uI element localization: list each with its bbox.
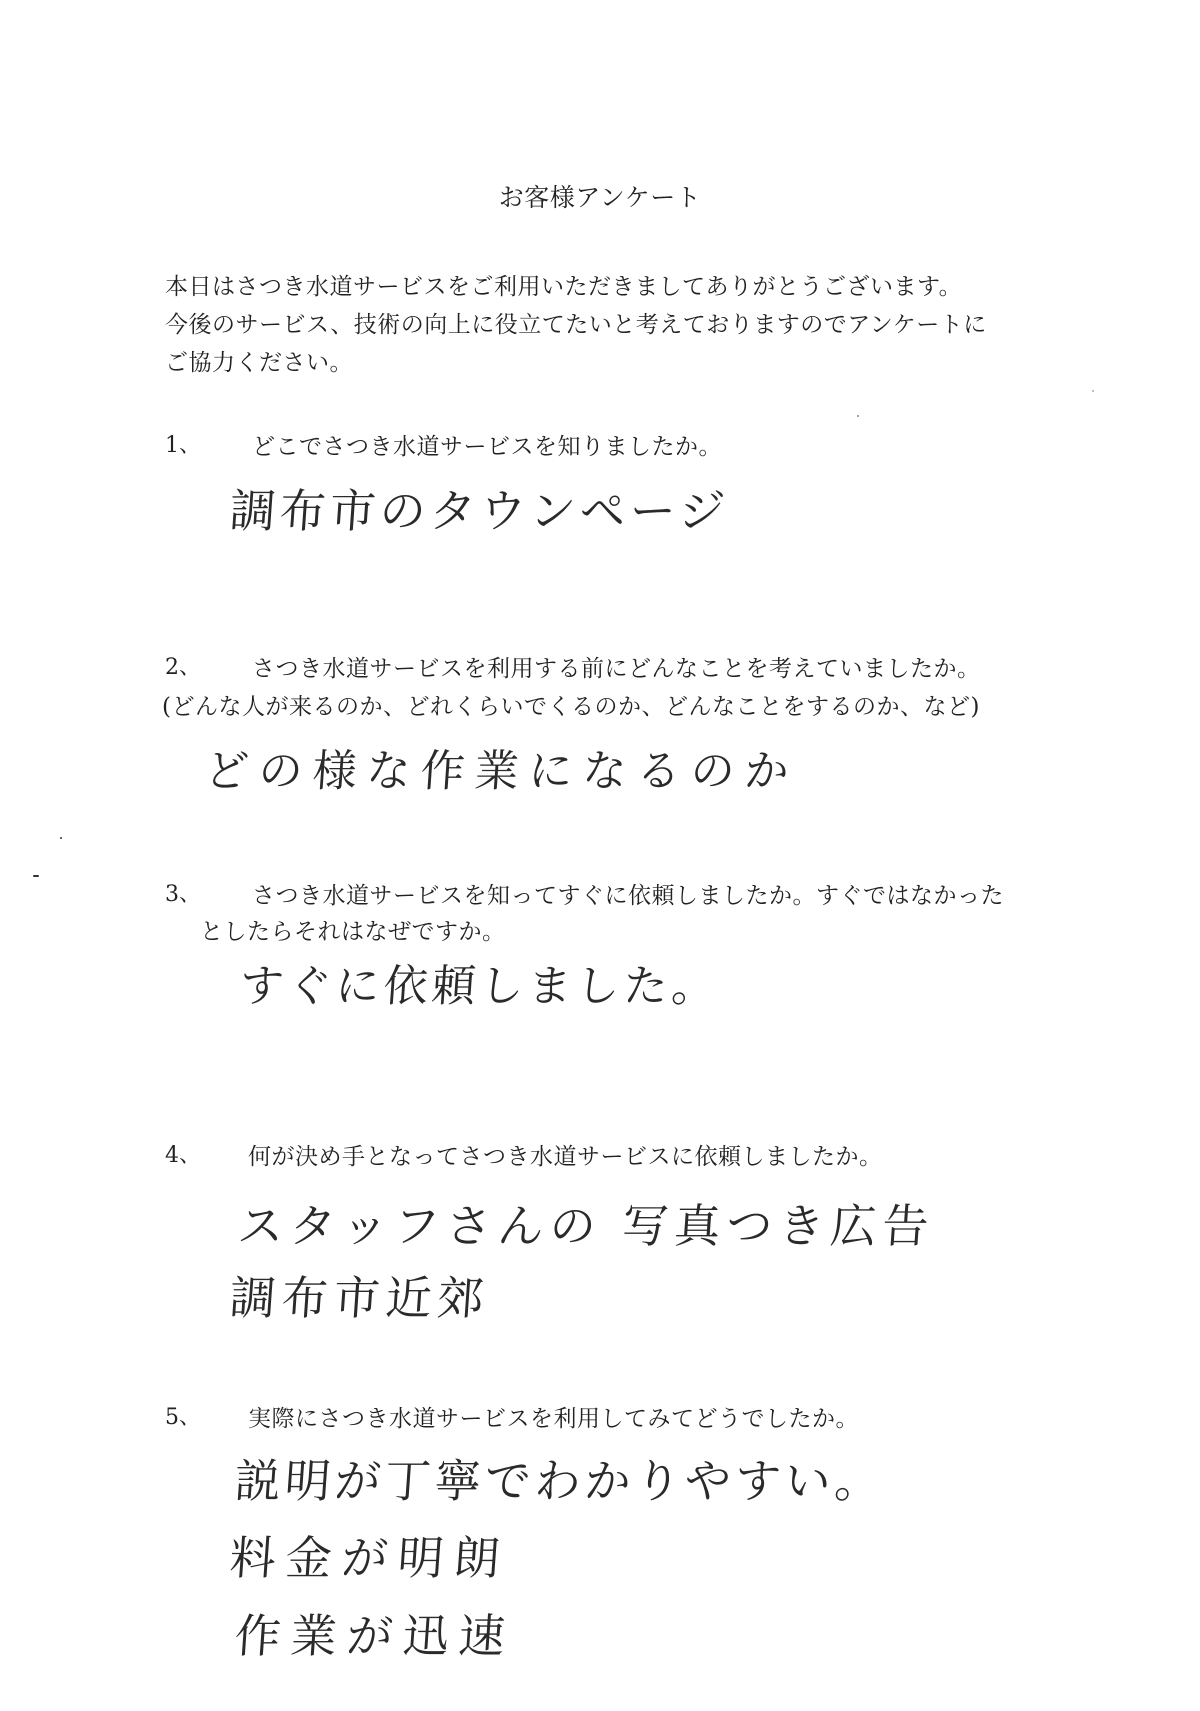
- question-number: 5、: [165, 1405, 201, 1430]
- question-number: 2、: [165, 655, 201, 680]
- handwritten-answer: 調布市近郊: [227, 1271, 492, 1325]
- scan-speck: [60, 837, 62, 839]
- question-text: 何が決め手となってさつき水道サービスに依頼しましたか。: [248, 1144, 883, 1170]
- intro-line: 今後のサービス、技術の向上に役立てたいと考えておりますのでアンケートに: [165, 312, 987, 338]
- question-text: さつき水道サービスを利用する前にどんなことを考えていましたか。: [252, 656, 981, 682]
- scan-speck: [33, 875, 39, 877]
- scan-speck: [1092, 390, 1094, 392]
- question-text: としたらそれはなぜですか。: [200, 919, 506, 945]
- handwritten-answer: 料金が明朗: [227, 1531, 512, 1585]
- question-text: (どんな人が来るのか、どれくらいでくるのか、どんなことをするのか、など): [162, 694, 980, 720]
- handwritten-answer: すぐに依頼しました。: [237, 961, 722, 1012]
- handwritten-answer: 説明が丁寧でわかりやすい。: [232, 1454, 887, 1508]
- question-text: さつき水道サービスを知ってすぐに依頼しましたか。すぐではなかった: [252, 883, 1004, 909]
- handwritten-answer: 作業が迅速: [232, 1609, 517, 1663]
- intro-paragraph: [165, 268, 987, 382]
- handwritten-answer: スタッフさんの 写真つき広告: [235, 1199, 937, 1253]
- scan-speck: [857, 415, 859, 417]
- question-text: どこでさつき水道サービスを知りましたか。: [252, 434, 722, 460]
- question-number: 1、: [165, 433, 201, 458]
- intro-line: ご協力ください。: [165, 350, 353, 376]
- question-text: 実際にさつき水道サービスを利用してみてどうでしたか。: [248, 1406, 859, 1432]
- handwritten-answer: 調布市のタウンページ: [227, 484, 731, 538]
- intro-line: 本日はさつき水道サービスをご利用いただきましてありがとうございます。: [165, 274, 963, 300]
- question-number: 4、: [165, 1143, 201, 1168]
- page-title: お客様アンケート: [498, 183, 702, 212]
- question-number: 3、: [165, 882, 201, 907]
- handwritten-answer: どの様な作業になるのか: [202, 746, 801, 797]
